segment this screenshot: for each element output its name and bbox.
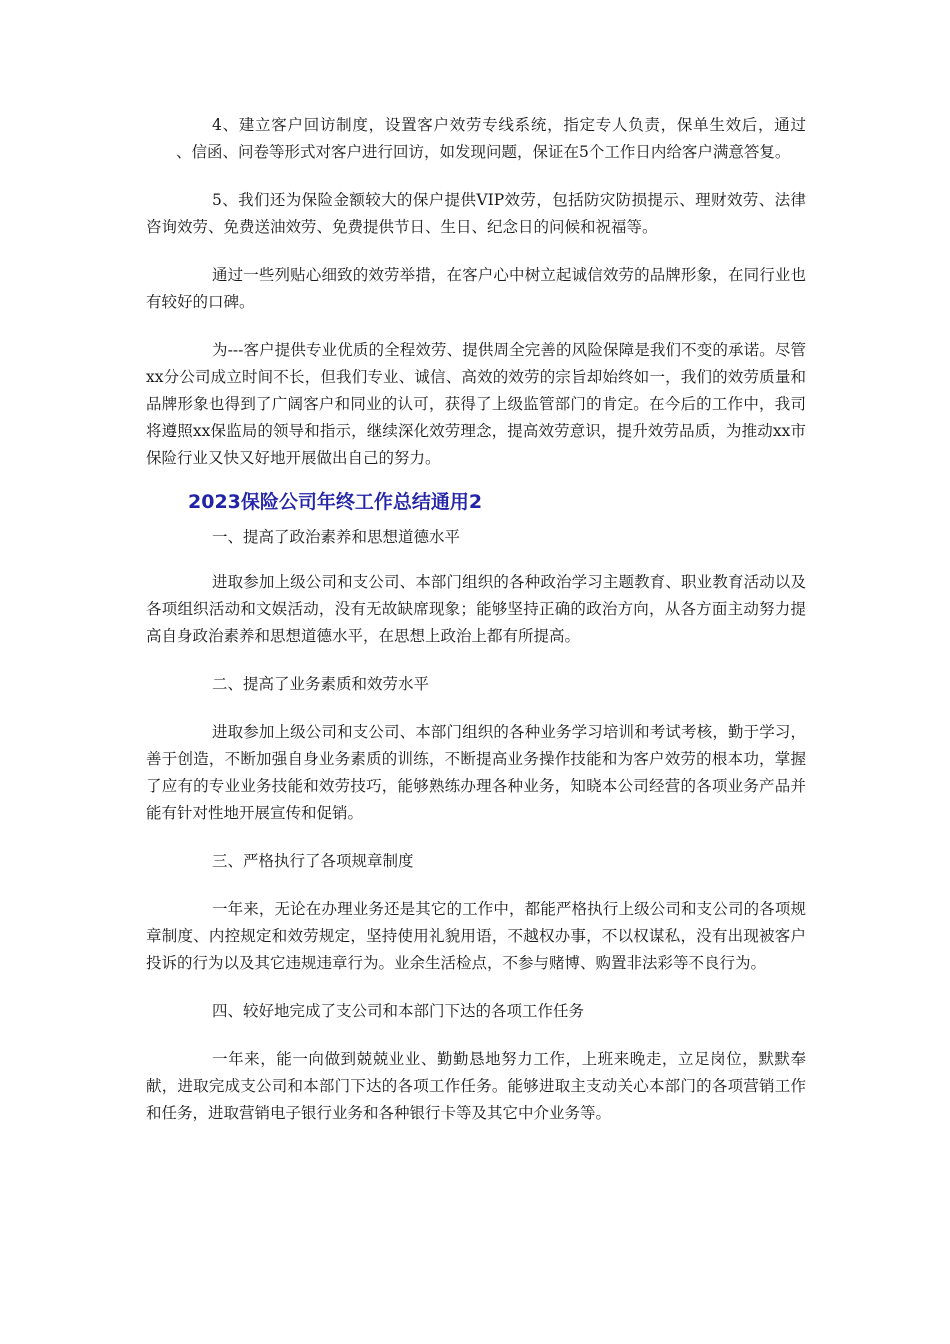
- subheading-3: 三、严格执行了各项规章制度: [212, 852, 414, 870]
- paragraph-4-text-b: 、信函、问卷等形式对客户进行回访，如发现问题，保证在5个工作日内给客户满意答复。: [176, 143, 791, 161]
- paragraph-5: 5、我们还为保险金额较大的保户提供VIP效劳，包括防灾防损提示、理财效劳、法律咨询效劳、免费送油效劳、免费提供节日、生日、纪念日的问候和祝福等。: [146, 191, 806, 236]
- paragraph-rules: 一年来，无论在办理业务还是其它的工作中，都能严格执行上级公司和支公司的各项规章制度、内控规定和效劳规定，坚持使用礼貌用语，不越权办事，不以权谋私，没有出现被客户投诉的行为以及其它违规违章行为。业余生活检点，不参与赌博、购置非法彩等不良行为。: [146, 900, 806, 972]
- section-title: 2023保险公司年终工作总结通用2: [188, 491, 483, 513]
- subheading-1: 一、提高了政治素养和思想道德水平: [212, 528, 461, 546]
- document-page: [146, 112, 806, 1148]
- paragraph-commitment: 为---客户提供专业优质的全程效劳、提供周全完善的风险保障是我们不变的承诺。尽管xx分公司成立时间不长，但我们专业、诚信、高效的效劳的宗旨却始终如一，我们的效劳质量和品牌形象也得到了广阔客户和同业的认可，获得了上级监管部门的肯定。在今后的工作中，我司将遵照xx保监局的领导和指示，继续深化效劳理念，提高效劳意识，提升效劳品质，为推动xx市保险行业又快又好地开展做出自己的努力。: [146, 341, 806, 467]
- paragraph-4-text-a: 4、建立客户回访制度，设置客户效劳专线系统，指定专人负责，保单生效后，通过: [212, 116, 806, 134]
- subheading-4: 四、较好地完成了支公司和本部门下达的各项工作任务: [212, 1002, 585, 1020]
- paragraph-service-image: 通过一些列贴心细致的效劳举措，在客户心中树立起诚信效劳的品牌形象，在同行业也有较好的口碑。: [146, 266, 806, 311]
- paragraph-tasks: 一年来，能一向做到兢兢业业、勤勤恳地努力工作，上班来晚走，立足岗位，默默奉献，进取完成支公司和本部门下达的各项工作任务。能够进取主支动关心本部门的各项营销工作和任务，进取营销电子银行业务和各种银行卡等及其它中介业务等。: [146, 1050, 806, 1122]
- paragraph-politics: 进取参加上级公司和支公司、本部门组织的各种政治学习主题教育、职业教育活动以及各项组织活动和文娱活动，没有无故缺席现象；能够坚持正确的政治方向，从各方面主动努力提高自身政治素养和思想道德水平，在思想上政治上都有所提高。: [146, 573, 806, 645]
- paragraph-business: 进取参加上级公司和支公司、本部门组织的各种业务学习培训和考试考核，勤于学习，善于创造，不断加强自身业务素质的训练，不断提高业务操作技能和为客户效劳的根本功，掌握了应有的专业业务技能和效劳技巧，能够熟练办理各种业务，知晓本公司经营的各项业务产品并能有针对性地开展宣传和促销。: [146, 723, 806, 822]
- paragraph-4: [146, 112, 806, 166]
- subheading-2: 二、提高了业务素质和效劳水平: [212, 675, 430, 693]
